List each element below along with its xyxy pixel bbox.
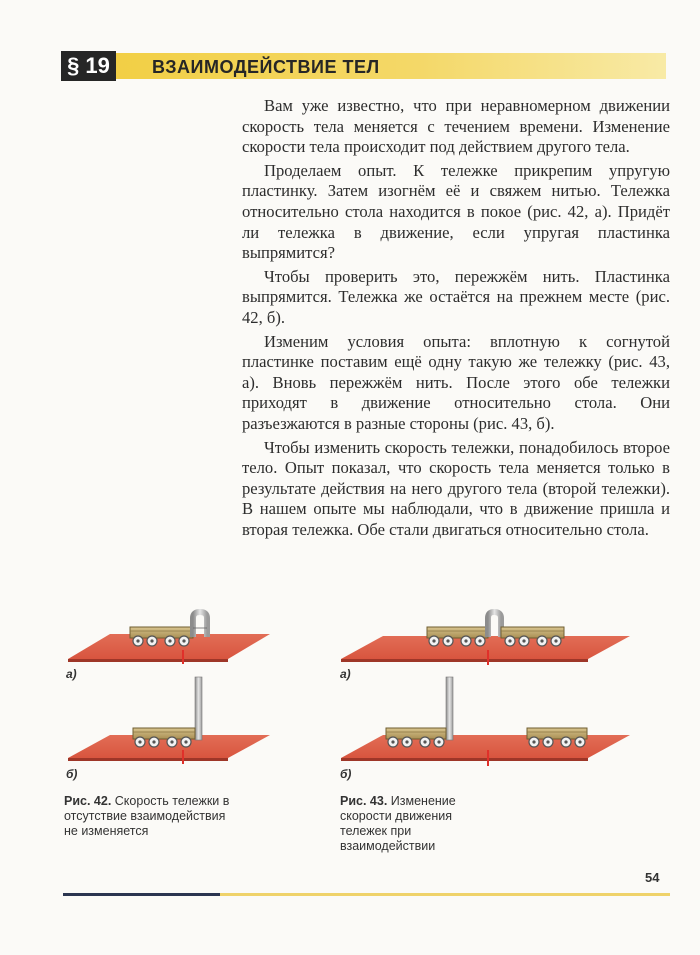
fig42-label-b: б): [66, 767, 78, 781]
paragraph: Чтобы проверить это, пережжём нить. Пластинка выпрямится. Тележка же остаётся на прежнем месте (рис. 42, б).: [242, 266, 670, 327]
fig43-caption: [340, 794, 490, 854]
fig43-label-b: б): [340, 767, 352, 781]
page-title: ВЗАИМОДЕЙСТВИЕ ТЕЛ: [152, 57, 380, 77]
paragraph: Проделаем опыт. К тележке прикрепим упругую пластинку. Затем изогнём её и свяжем нитью. Тележка относительно стола находится в покое (рис. 42, а). Придёт ли тележка в движение, если упругая пластинка выпрямится?: [242, 160, 670, 263]
fig43-label-a: а): [340, 667, 351, 681]
fig42-caption-label: Рис. 42.: [64, 794, 112, 808]
footer-rule-yellow: [220, 893, 670, 896]
fig42-caption-text: Скорость тележки в отсутствие взаимодействия не изменяется: [64, 794, 230, 838]
footer-rule-dark: [63, 893, 220, 896]
fig42-label-a: а): [66, 667, 77, 681]
paragraph: Чтобы изменить скорость тележки, понадобилось второе тело. Опыт показал, что скорость тела меняется только в результате действия на него другого тела (второй тележки). В нашем опыте мы наблюдали, что в движение пришла и вторая тележка. Обе стали двигаться относительно стола.: [242, 437, 670, 539]
fig43b-table: [341, 735, 630, 766]
page-number: 54: [645, 870, 660, 885]
paragraph: Изменим условия опыта: вплотную к согнутой пластинке поставим ещё одну такую же тележку (рис. 43, а). Вновь пережжём нить. После этого обе тележки приходят в движение относительно стола. Они разъезжаются в разные стороны (рис. 43, б).: [242, 331, 670, 433]
fig42b-cart: [133, 677, 202, 747]
section-number-badge: § 19: [61, 51, 116, 81]
fig43-caption-label: Рис. 43.: [340, 794, 388, 808]
fig43-caption-text: Изменение скорости движения тележек при взаимодействии: [340, 794, 456, 853]
paragraph: Вам уже известно, что при неравномерном движении скорость тела меняется с течением времени. Изменение скорости тела происходит под действием другого тела.: [242, 96, 670, 157]
fig42-caption: [64, 794, 234, 839]
